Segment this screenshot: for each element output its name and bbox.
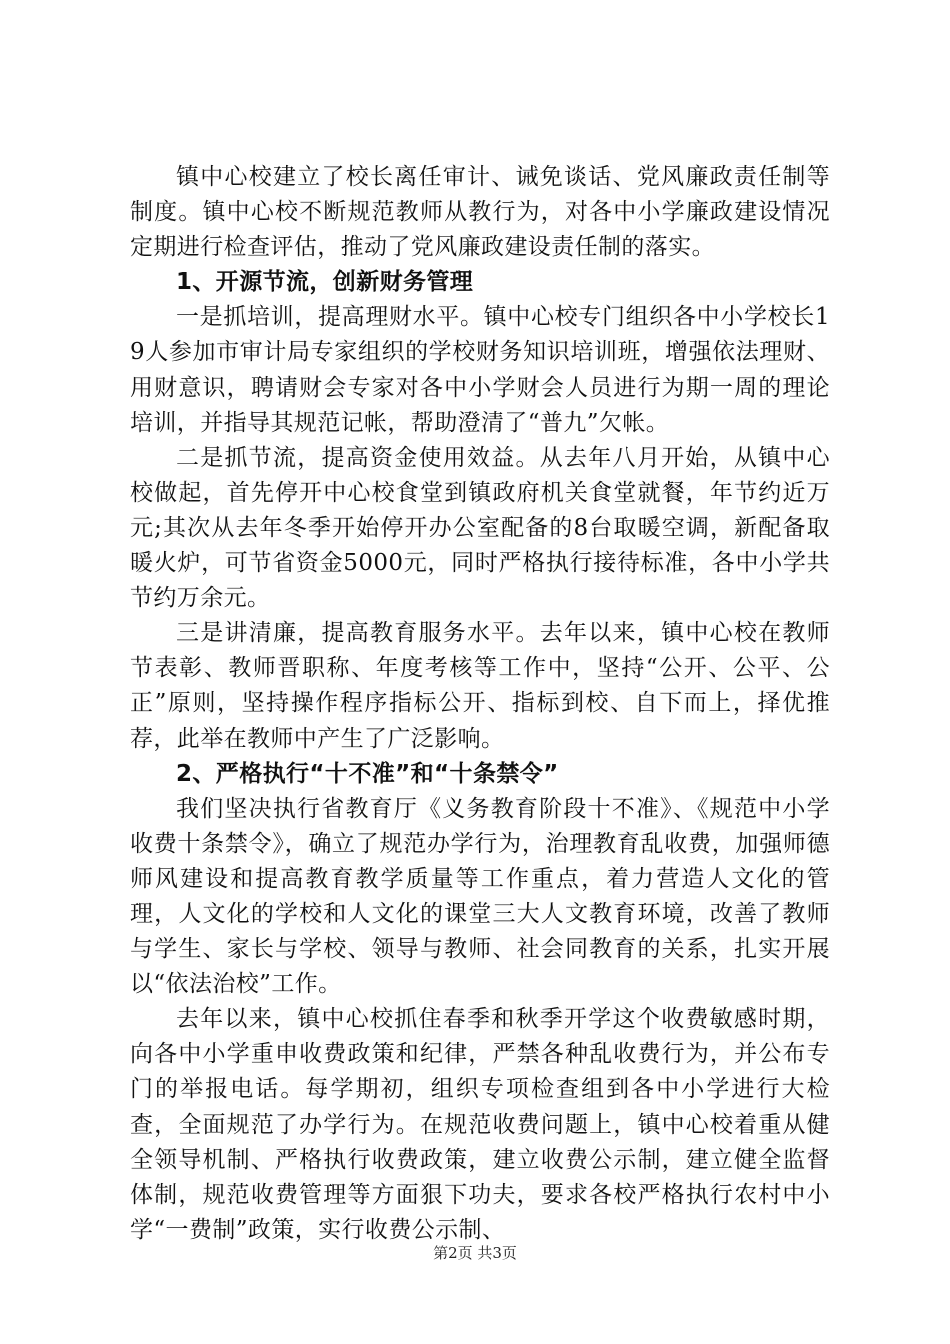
paragraph-training: 一是抓培训，提高理财水平。镇中心校专门组织各中小学校长19人参加市审计局专家组织的学校财务知识培训班，增强依法理财、用财意识，聘请财会专家对各中小学财会人员进行为期一周的理论培训，并指导其规范记帐，帮助澄清了“普九”欠帐。 — [130, 304, 830, 436]
document-body — [130, 160, 830, 1248]
section-heading-prohibitions: 2、严格执行“十不准”和“十条禁令” — [176, 760, 559, 787]
paragraph-fee-regulation: 去年以来，镇中心校抓住春季和秋季开学这个收费敏感时期，向各中小学重申收费政策和纪律，严禁各种乱收费行为，并公布专门的举报电话。每学期初，组织专项检查组到各中小学进行大检查，全面规范了办学行为。在规范收费问题上，镇中心校着重从健全领导机制、严格执行收费政策，建立收费公示制，建立健全监督体制，规范收费管理等方面狠下功夫，要求各校严格执行农村中小学“一费制”政策，实行收费公示制、 — [130, 1006, 830, 1243]
paragraph-cost-saving: 二是抓节流，提高资金使用效益。从去年八月开始，从镇中心校做起，首先停开中心校食堂到镇政府机关食堂就餐，年节约近万元;其次从去年冬季开始停开办公室配备的8台取暖空调，新配备取暖火炉，可节省资金5000元，同时严格执行接待标准，各中小学共节约万余元。 — [130, 444, 830, 612]
paragraph-integrity: 三是讲清廉，提高教育服务水平。去年以来，镇中心校在教师节表彰、教师晋职称、年度考核等工作中，坚持“公开、公平、公正”原则，坚持操作程序指标公开、指标到校、自下而上，择优推荐，此举在教师中产生了广泛影响。 — [130, 620, 830, 752]
section-heading-finance: 1、开源节流，创新财务管理 — [176, 269, 474, 296]
page-number-footer: 第2页 共3页 — [433, 1244, 517, 1262]
paragraph-accountability-system: 镇中心校建立了校长离任审计、诫免谈话、党风廉政责任制等制度。镇中心校不断规范教师从教行为，对各中小学廉政建设情况定期进行检查评估，推动了党风廉政建设责任制的落实。 — [130, 164, 830, 261]
paragraph-enforcement: 我们坚决执行省教育厅《义务教育阶段十不准》、《规范中小学收费十条禁令》，确立了规范办学行为，治理教育乱收费，加强师德师风建设和提高教育教学质量等工作重点，着力营造人文化的管理，人文化的学校和人文化的课堂三大人文教育环境，改善了教师与学生、家长与学校、领导与教师、社会同教育的关系，扎实开展以“依法治校”工作。 — [130, 795, 830, 998]
